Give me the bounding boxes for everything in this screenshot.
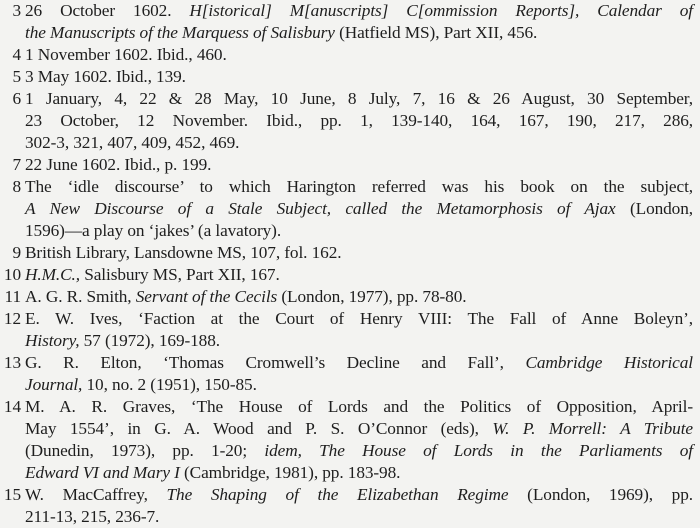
- text-run: 1 November 1602. Ibid., 460.: [25, 45, 227, 64]
- footnote-number: 7: [12, 155, 21, 174]
- text-run: W. MacCaffrey,: [25, 485, 167, 504]
- footnote-text: [25, 286, 693, 308]
- italic-text: H[istorical] M[anuscripts] C[ommission Reports], Calendar of: [189, 1, 693, 20]
- footnote-text: [25, 308, 693, 352]
- footnote-line: [25, 506, 693, 528]
- italic-text: A New Discourse of a Stale Subject, called the Metamorphosis of Ajax: [25, 199, 616, 218]
- text-run: A. G. R. Smith,: [25, 287, 136, 306]
- text-run: (Cambridge, 1981), pp. 183-98.: [179, 463, 401, 482]
- italic-text: Servant of the Cecils: [135, 287, 278, 306]
- footnote-number: 6: [12, 89, 21, 108]
- text-run: 302-3, 321, 407, 409, 452, 469.: [25, 133, 240, 152]
- footnote-text: [25, 44, 693, 66]
- footnote-line: [25, 308, 693, 330]
- footnote: [0, 154, 696, 176]
- footnote-text: [25, 242, 693, 264]
- text-run: (Dunedin, 1973), pp. 1-20;: [25, 441, 265, 460]
- text-run: British Library, Lansdowne MS, 107, fol. 162.: [25, 243, 342, 262]
- footnote: [0, 396, 696, 484]
- footnote-number: 14: [3, 397, 21, 416]
- text-run: 23 October, 12 November. Ibid., pp. 1, 139-140, 164, 167, 190, 217, 286,: [25, 111, 693, 130]
- text-run: (Hatfield MS), Part XII, 456.: [334, 23, 538, 42]
- italic-text: Journal,: [25, 375, 83, 394]
- footnote-text: [25, 264, 693, 286]
- text-run: 57 (1972), 169-188.: [79, 331, 220, 350]
- footnote-line: [25, 286, 693, 308]
- text-run: 1 January, 4, 22 & 28 May, 10 June, 8 July, 7, 16 & 26 August, 30 September,: [25, 89, 693, 108]
- footnote-line: [25, 154, 693, 176]
- footnote-text: [25, 176, 693, 242]
- text-run: E. W. Ives, ‘Faction at the Court of Henry VIII: The Fall of Anne Boleyn’,: [25, 309, 693, 328]
- text-run: May 1554’, in G. A. Wood and P. S. O’Connor (eds),: [25, 419, 493, 438]
- footnote-line: [25, 462, 693, 484]
- footnote-line: [25, 66, 693, 88]
- text-run: 22 June 1602. Ibid., p. 199.: [25, 155, 212, 174]
- footnote-text: [25, 154, 693, 176]
- footnote: [0, 44, 696, 66]
- footnote-line: [25, 176, 693, 198]
- footnote-line: [25, 110, 693, 132]
- text-run: (London,: [615, 199, 693, 218]
- footnote-line: [25, 396, 693, 418]
- footnote-line: [25, 220, 693, 242]
- footnote: [0, 176, 696, 242]
- text-run: 3 May 1602. Ibid., 139.: [25, 67, 186, 86]
- footnote: [0, 0, 696, 44]
- footnote-number: 10: [3, 265, 21, 284]
- text-run: M. A. R. Graves, ‘The House of Lords and the Politics of Opposition, April-: [25, 397, 693, 416]
- footnote-number: 9: [12, 243, 21, 262]
- footnote-number: 11: [4, 287, 21, 306]
- italic-text: H.M.C.,: [25, 265, 80, 284]
- footnote-number: 13: [3, 353, 21, 372]
- footnote-text: [25, 0, 693, 44]
- footnote-line: [25, 198, 693, 220]
- text-run: 1596)—a play on ‘jakes’ (a lavatory).: [25, 221, 282, 240]
- italic-text: idem, The House of Lords in the Parliaments of: [264, 441, 694, 460]
- footnote-line: [25, 418, 693, 440]
- footnote-line: [25, 44, 693, 66]
- footnote-line: [25, 440, 693, 462]
- footnote-line: [25, 22, 693, 44]
- footnote-line: [25, 264, 693, 286]
- footnote-number: 3: [12, 1, 21, 20]
- footnote: [0, 308, 696, 352]
- italic-text: The Shaping of the Elizabethan Regime: [166, 485, 509, 504]
- footnote-line: [25, 132, 693, 154]
- footnote: [0, 352, 696, 396]
- footnote-text: [25, 88, 693, 154]
- footnote: [0, 264, 696, 286]
- footnote-number: 4: [12, 45, 21, 64]
- footnote-line: [25, 330, 693, 352]
- footnote-line: [25, 374, 693, 396]
- footnote-text: [25, 66, 693, 88]
- text-run: 10, no. 2 (1951), 150-85.: [82, 375, 257, 394]
- footnote: [0, 242, 696, 264]
- footnote: [0, 286, 696, 308]
- footnote: [0, 484, 696, 528]
- footnote-text: [25, 484, 693, 528]
- text-run: G. R. Elton, ‘Thomas Cromwell’s Decline and Fall’,: [25, 353, 526, 372]
- text-run: (London, 1977), pp. 78-80.: [277, 287, 467, 306]
- footnote-text: [25, 352, 693, 396]
- footnote-number: 8: [12, 177, 21, 196]
- footnote: [0, 66, 696, 88]
- italic-text: the Manuscripts of the Marquess of Salisbury: [25, 23, 335, 42]
- text-run: 26 October 1602.: [25, 1, 190, 20]
- text-run: Salisbury MS, Part XII, 167.: [79, 265, 280, 284]
- text-run: 211-13, 215, 236-7.: [25, 507, 160, 526]
- footnote-number: 5: [12, 67, 21, 86]
- footnote-line: [25, 352, 693, 374]
- footnote-number: 15: [3, 485, 21, 504]
- footnote-line: [25, 88, 693, 110]
- italic-text: Edward VI and Mary I: [25, 463, 180, 482]
- text-run: (London, 1969), pp.: [508, 485, 693, 504]
- footnote-number: 12: [3, 309, 21, 328]
- italic-text: History,: [25, 331, 80, 350]
- footnote: [0, 88, 696, 154]
- italic-text: Cambridge Historical: [525, 353, 693, 372]
- footnote-text: [25, 396, 693, 484]
- text-run: The ‘idle discourse’ to which Harington referred was his book on the subject,: [25, 177, 693, 196]
- footnote-line: [25, 0, 693, 22]
- footnote-line: [25, 484, 693, 506]
- footnote-line: [25, 242, 693, 264]
- italic-text: W. P. Morrell: A Tribute: [492, 419, 693, 438]
